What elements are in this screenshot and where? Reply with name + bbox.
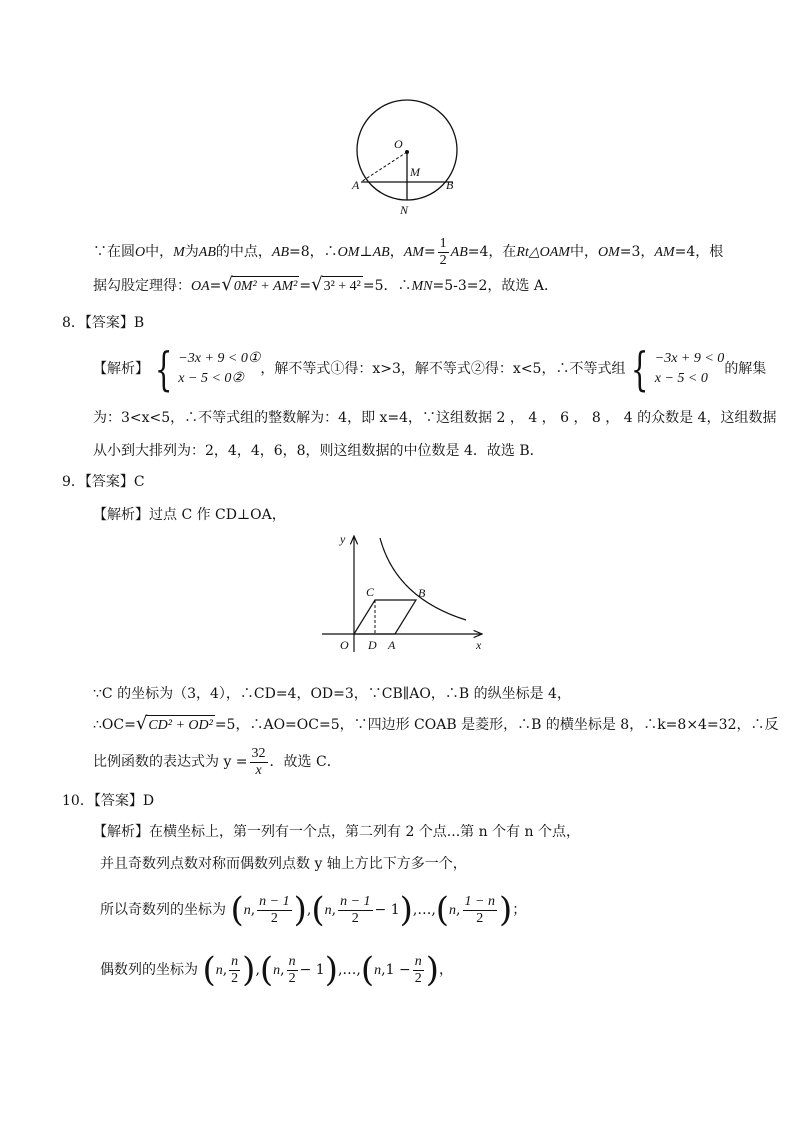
sqrt-om-am: 0M² + AM² bbox=[232, 276, 299, 297]
label-c: C bbox=[366, 585, 375, 599]
sqrt-cd-od: CD² + OD² bbox=[146, 715, 215, 736]
label-o: O bbox=[340, 638, 349, 652]
q7-line2: 据勾股定理得：OA=√0M² + AM² =√3² + 4² =5．∴MN=5-3=2，故选 A． bbox=[93, 274, 558, 295]
label-b: B bbox=[418, 586, 426, 600]
q10-line2: 并且奇数列点数对称而偶数列点数 y 轴上方比下方多一个， bbox=[100, 856, 467, 872]
inequality-system-1: −3x + 9 < 0① x − 5 < 0② bbox=[178, 351, 261, 386]
q10-header: 10．【答案】D bbox=[62, 793, 155, 809]
q10-odd-line: 所以奇数列的坐标为 (n, $\frac{n - 1}{2}$ ),(n, $\frac{n - 1}{2}$ − 1),…,(n, $\frac{1 - n}{2}$ )； bbox=[100, 890, 527, 930]
label-m: M bbox=[410, 165, 420, 179]
hyperbola-curve bbox=[380, 538, 466, 620]
fraction-32-x: $\frac{32}{x}$ bbox=[251, 745, 266, 778]
fraction-half: $\frac{1}{2}$ bbox=[439, 235, 447, 268]
q8-header: 8．【答案】B bbox=[62, 315, 145, 331]
label-a: A bbox=[352, 178, 360, 192]
q8-line1: 【解析】 { −3x + 9 < 0① x − 5 < 0② ，解不等式①得：x>3，解不等式②得：x<5，∴不等式组 { −3x + 9 < 0 x − 5 < 0 的解集 bbox=[93, 342, 767, 396]
inequality-system-2: −3x + 9 < 0 x − 5 < 0 bbox=[654, 351, 725, 386]
q9-line4: 比例函数的表达式为 y = $\frac{32}{x}$ ．故选 C． bbox=[93, 745, 341, 778]
center-point bbox=[405, 150, 409, 154]
q9-header: 9．【答案】C bbox=[62, 474, 145, 490]
dashed-oa bbox=[361, 152, 407, 182]
q8-line2: 为：3<x<5，∴不等式组的整数解为：4，即 x=4，∵这组数据 2 ， 4 ， 6 ， 8 ， 4 的众数是 4，这组数据 bbox=[93, 410, 777, 426]
coordinate-graph bbox=[318, 528, 490, 656]
label-d: D bbox=[368, 638, 377, 652]
q7-line1: ∵在圆O中，M为AB的中点，AB=8，∴OM⊥AB，AM= $\frac{1}{2}$ AB=4，在Rt△OAM中，OM=3，AM=4，根 bbox=[93, 235, 724, 268]
label-o: O bbox=[394, 137, 403, 151]
sqrt-3-4: 3² + 4² bbox=[322, 276, 363, 297]
q10-even-line: 偶数列的坐标为 (n, $\frac{n}{2}$ ),(n, $\frac{n}{2}$ − 1),…,(n,1 − $\frac{n}{2}$ )， bbox=[100, 950, 453, 990]
label-y: y bbox=[340, 532, 346, 546]
q9-line3: ∴OC=√CD² + OD² =5，∴AO=OC=5，∵四边形 COAB 是菱形，∴B 的横坐标是 8，∴k=8×4=32，∴反 bbox=[93, 713, 779, 734]
label-n: N bbox=[400, 203, 409, 217]
rhombus-coab bbox=[354, 600, 416, 634]
q9-line2: ∵C 的坐标为（3，4），∴CD=4，OD=3，∵CB∥AO，∴B 的纵坐标是 4， bbox=[93, 686, 571, 702]
circle-diagram bbox=[350, 95, 465, 220]
q10-line1: 【解析】在横坐标上，第一列有一个点，第二列有 2 个点...第 n 个有 n 个点， bbox=[93, 824, 580, 840]
q9-line1: 【解析】过点 C 作 CD⊥OA， bbox=[93, 507, 286, 523]
q8-line3: 从小到大排列为：2，4，4，6，8，则这组数据的中位数是 4．故选 B． bbox=[93, 443, 544, 459]
label-b: B bbox=[446, 178, 454, 192]
label-x: x bbox=[476, 638, 482, 652]
label-a: A bbox=[388, 638, 396, 652]
